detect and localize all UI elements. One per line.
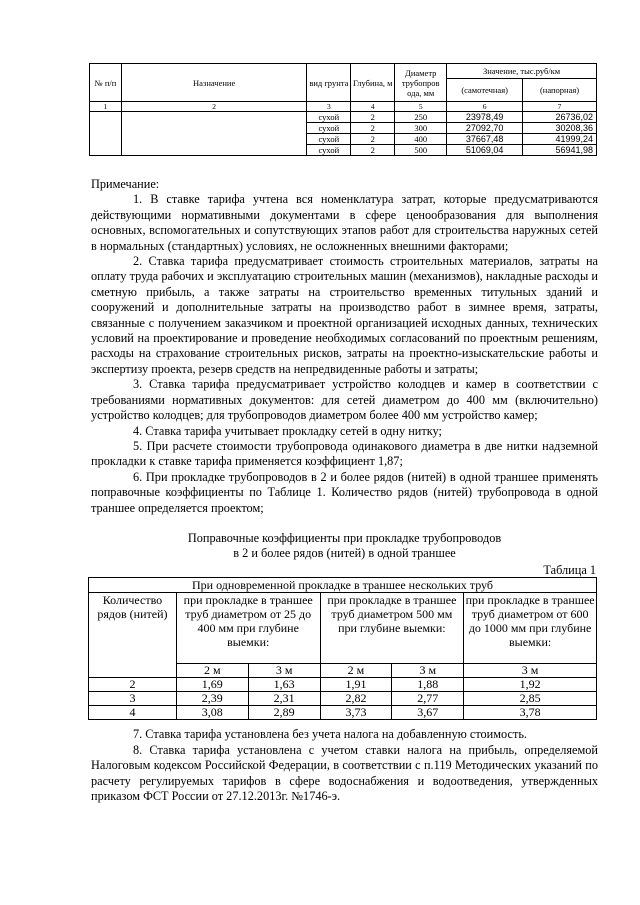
cell-coef: 3,78 bbox=[464, 706, 597, 720]
cell-depth: 2 bbox=[351, 123, 395, 134]
note-2: 2. Ставка тарифа предусматривает стоимость строительных материалов, затраты на оплату труда рабочих и эксплуатацию строительных машин (механизмов), накладные расходы и сметную прибыль, а также затраты на строительство временных титульных зданий и сооружений и дополнительные затраты на производство работ в зимнее время, затраты, связанные с получением заказчиком и проектной организацией исходных данных, технических условий на проектирование и проведение необходимых согласований по проектным решениям, расходы на страхование строительных рисков, затраты на проектно-изыскательские работы и экспертизу проекта, резерв средств на непредвиденные работы и затраты; bbox=[91, 254, 598, 376]
group-header-1: при прокладке в траншее труб диаметром от 25 до 400 мм при глубине выемки: bbox=[176, 593, 320, 664]
cell-rows: 4 bbox=[89, 706, 177, 720]
cell-diameter: 250 bbox=[395, 112, 447, 123]
note-1: 1. В ставке тарифа учтена вся номенклатура затрат, которые предусматриваются действующими нормативными документами в сфере ценообразования для выполнения основных, вспомогательных и сопутствующих этапов работ для строительства наружных сетей в нормальных (стандартных) условиях, не осложненных внешними факторами; bbox=[91, 192, 598, 253]
depth-3m: 3 м bbox=[464, 664, 597, 678]
cell-coef: 3,08 bbox=[176, 706, 248, 720]
cell-soil: сухой bbox=[307, 134, 351, 145]
col-number: 1 bbox=[90, 102, 122, 112]
note-7: 7. Ставка тарифа установлена без учета налога на добавленную стоимость. bbox=[133, 727, 528, 741]
header-num: № п/п bbox=[90, 64, 122, 102]
corr-table-title: Поправочные коэффициенты при прокладке трубопроводов в 2 и более рядов (нитей) в одной траншее bbox=[187, 531, 502, 560]
cell-soil: сухой bbox=[307, 145, 351, 156]
depth-2m: 2 м bbox=[176, 664, 248, 678]
cell-depth: 2 bbox=[351, 145, 395, 156]
header-depth: Глубина, м bbox=[351, 64, 395, 102]
cell-coef: 2,85 bbox=[464, 692, 597, 706]
header-soil: вид грунта bbox=[307, 64, 351, 102]
table-row bbox=[89, 706, 597, 720]
note-4: 4. Ставка тарифа учитывает прокладку сетей в одну нитку; bbox=[133, 423, 442, 438]
cell-coef: 2,89 bbox=[248, 706, 320, 720]
cell-gravity: 51069,04 bbox=[447, 145, 523, 156]
notes-section-2 bbox=[91, 727, 598, 805]
col-number: 4 bbox=[351, 102, 395, 112]
cell-depth: 2 bbox=[351, 112, 395, 123]
table-row bbox=[89, 692, 597, 706]
cell-coef: 1,88 bbox=[392, 678, 464, 692]
notes-section bbox=[91, 177, 598, 516]
group-header-3: при прокладке в траншее труб диаметром от 600 до 1000 мм при глубине выемки: bbox=[464, 593, 597, 664]
cell-pressure: 26736,02 bbox=[523, 112, 597, 123]
header-gravity: (самотечная) bbox=[447, 79, 523, 102]
cell-coef: 2,82 bbox=[320, 692, 392, 706]
cell-coef: 1,92 bbox=[464, 678, 597, 692]
cell-coef: 1,91 bbox=[320, 678, 392, 692]
header-value: Значение, тыс.руб/км bbox=[447, 64, 597, 79]
notes-heading: Примечание: bbox=[91, 177, 160, 191]
rows-header: Количество рядов (нитей) bbox=[89, 593, 177, 678]
correction-table bbox=[88, 577, 597, 720]
cell-soil: сухой bbox=[307, 112, 351, 123]
cell-pressure: 56941,98 bbox=[523, 145, 597, 156]
depth-2m: 2 м bbox=[320, 664, 392, 678]
cell-gravity: 27092,70 bbox=[447, 123, 523, 134]
table-row bbox=[90, 112, 597, 123]
col-number: 6 bbox=[447, 102, 523, 112]
cell-diameter: 400 bbox=[395, 134, 447, 145]
note-6: 6. При прокладке трубопроводов в 2 и более рядов (нитей) в одной траншее применять поправочные коэффициенты по Таблице 1. Количество рядов (нитей) трубопровода в одной траншее определяется проектом; bbox=[91, 469, 598, 515]
table-row bbox=[90, 145, 597, 156]
cell-pressure: 41999,24 bbox=[523, 134, 597, 145]
cell-pressure: 30208,36 bbox=[523, 123, 597, 134]
cell-coef: 1,69 bbox=[176, 678, 248, 692]
cell-depth: 2 bbox=[351, 134, 395, 145]
col-number: 3 bbox=[307, 102, 351, 112]
cell-rows: 3 bbox=[89, 692, 177, 706]
header-diameter: Диаметр трубопров ода, мм bbox=[395, 64, 447, 102]
cell-diameter: 500 bbox=[395, 145, 447, 156]
cell-coef: 3,67 bbox=[392, 706, 464, 720]
tariff-table bbox=[89, 63, 597, 156]
note-5: 5. При расчете стоимости трубопровода одинакового диаметра в две нитки надземной прокладки к ставке тарифа применяется коэффициент 1,87; bbox=[91, 438, 598, 469]
cell-rows: 2 bbox=[89, 678, 177, 692]
header-purpose: Назначение bbox=[121, 64, 306, 102]
cell-soil: сухой bbox=[307, 123, 351, 134]
cell-gravity: 23978,49 bbox=[447, 112, 523, 123]
table-row bbox=[90, 123, 597, 134]
cell-coef: 3,73 bbox=[320, 706, 392, 720]
table-row bbox=[90, 134, 597, 145]
cell-diameter: 300 bbox=[395, 123, 447, 134]
cell-coef: 1,63 bbox=[248, 678, 320, 692]
cell-coef: 2,31 bbox=[248, 692, 320, 706]
note-3: 3. Ставка тарифа предусматривает устройство колодцев и камер в соответствии с требованиями нормативных документов: для сетей диаметром до 400 мм (включительно) устройство колодцев; для трубопроводов диаметром более 400 мм устройство камер; bbox=[91, 377, 598, 423]
depth-3m: 3 м bbox=[248, 664, 320, 678]
col-number: 5 bbox=[395, 102, 447, 112]
col-number: 2 bbox=[121, 102, 306, 112]
note-8: 8. Ставка тарифа установлена с учетом ставки налога на прибыль, определяемой Налоговым кодексом Российской Федерации, в соответствии с п.119 Методических указаний по расчету регулируемых тарифов в сфере водоснабжения и водоотведения, утвержденных приказом ФСТ России от 27.12.2013г. №1746-э. bbox=[91, 742, 598, 804]
header-pressure: (напорная) bbox=[523, 79, 597, 102]
corr-top-header: При одновременной прокладке в траншее нескольких труб bbox=[89, 578, 597, 593]
cell-gravity: 37667,48 bbox=[447, 134, 523, 145]
table-label: Таблица 1 bbox=[543, 563, 596, 577]
cell-coef: 2,39 bbox=[176, 692, 248, 706]
group-header-2: при прокладке в траншее труб диаметром 500 мм при глубине выемки: bbox=[320, 593, 464, 664]
table-row bbox=[89, 678, 597, 692]
cell-coef: 2,77 bbox=[392, 692, 464, 706]
col-number: 7 bbox=[523, 102, 597, 112]
depth-3m: 3 м bbox=[392, 664, 464, 678]
